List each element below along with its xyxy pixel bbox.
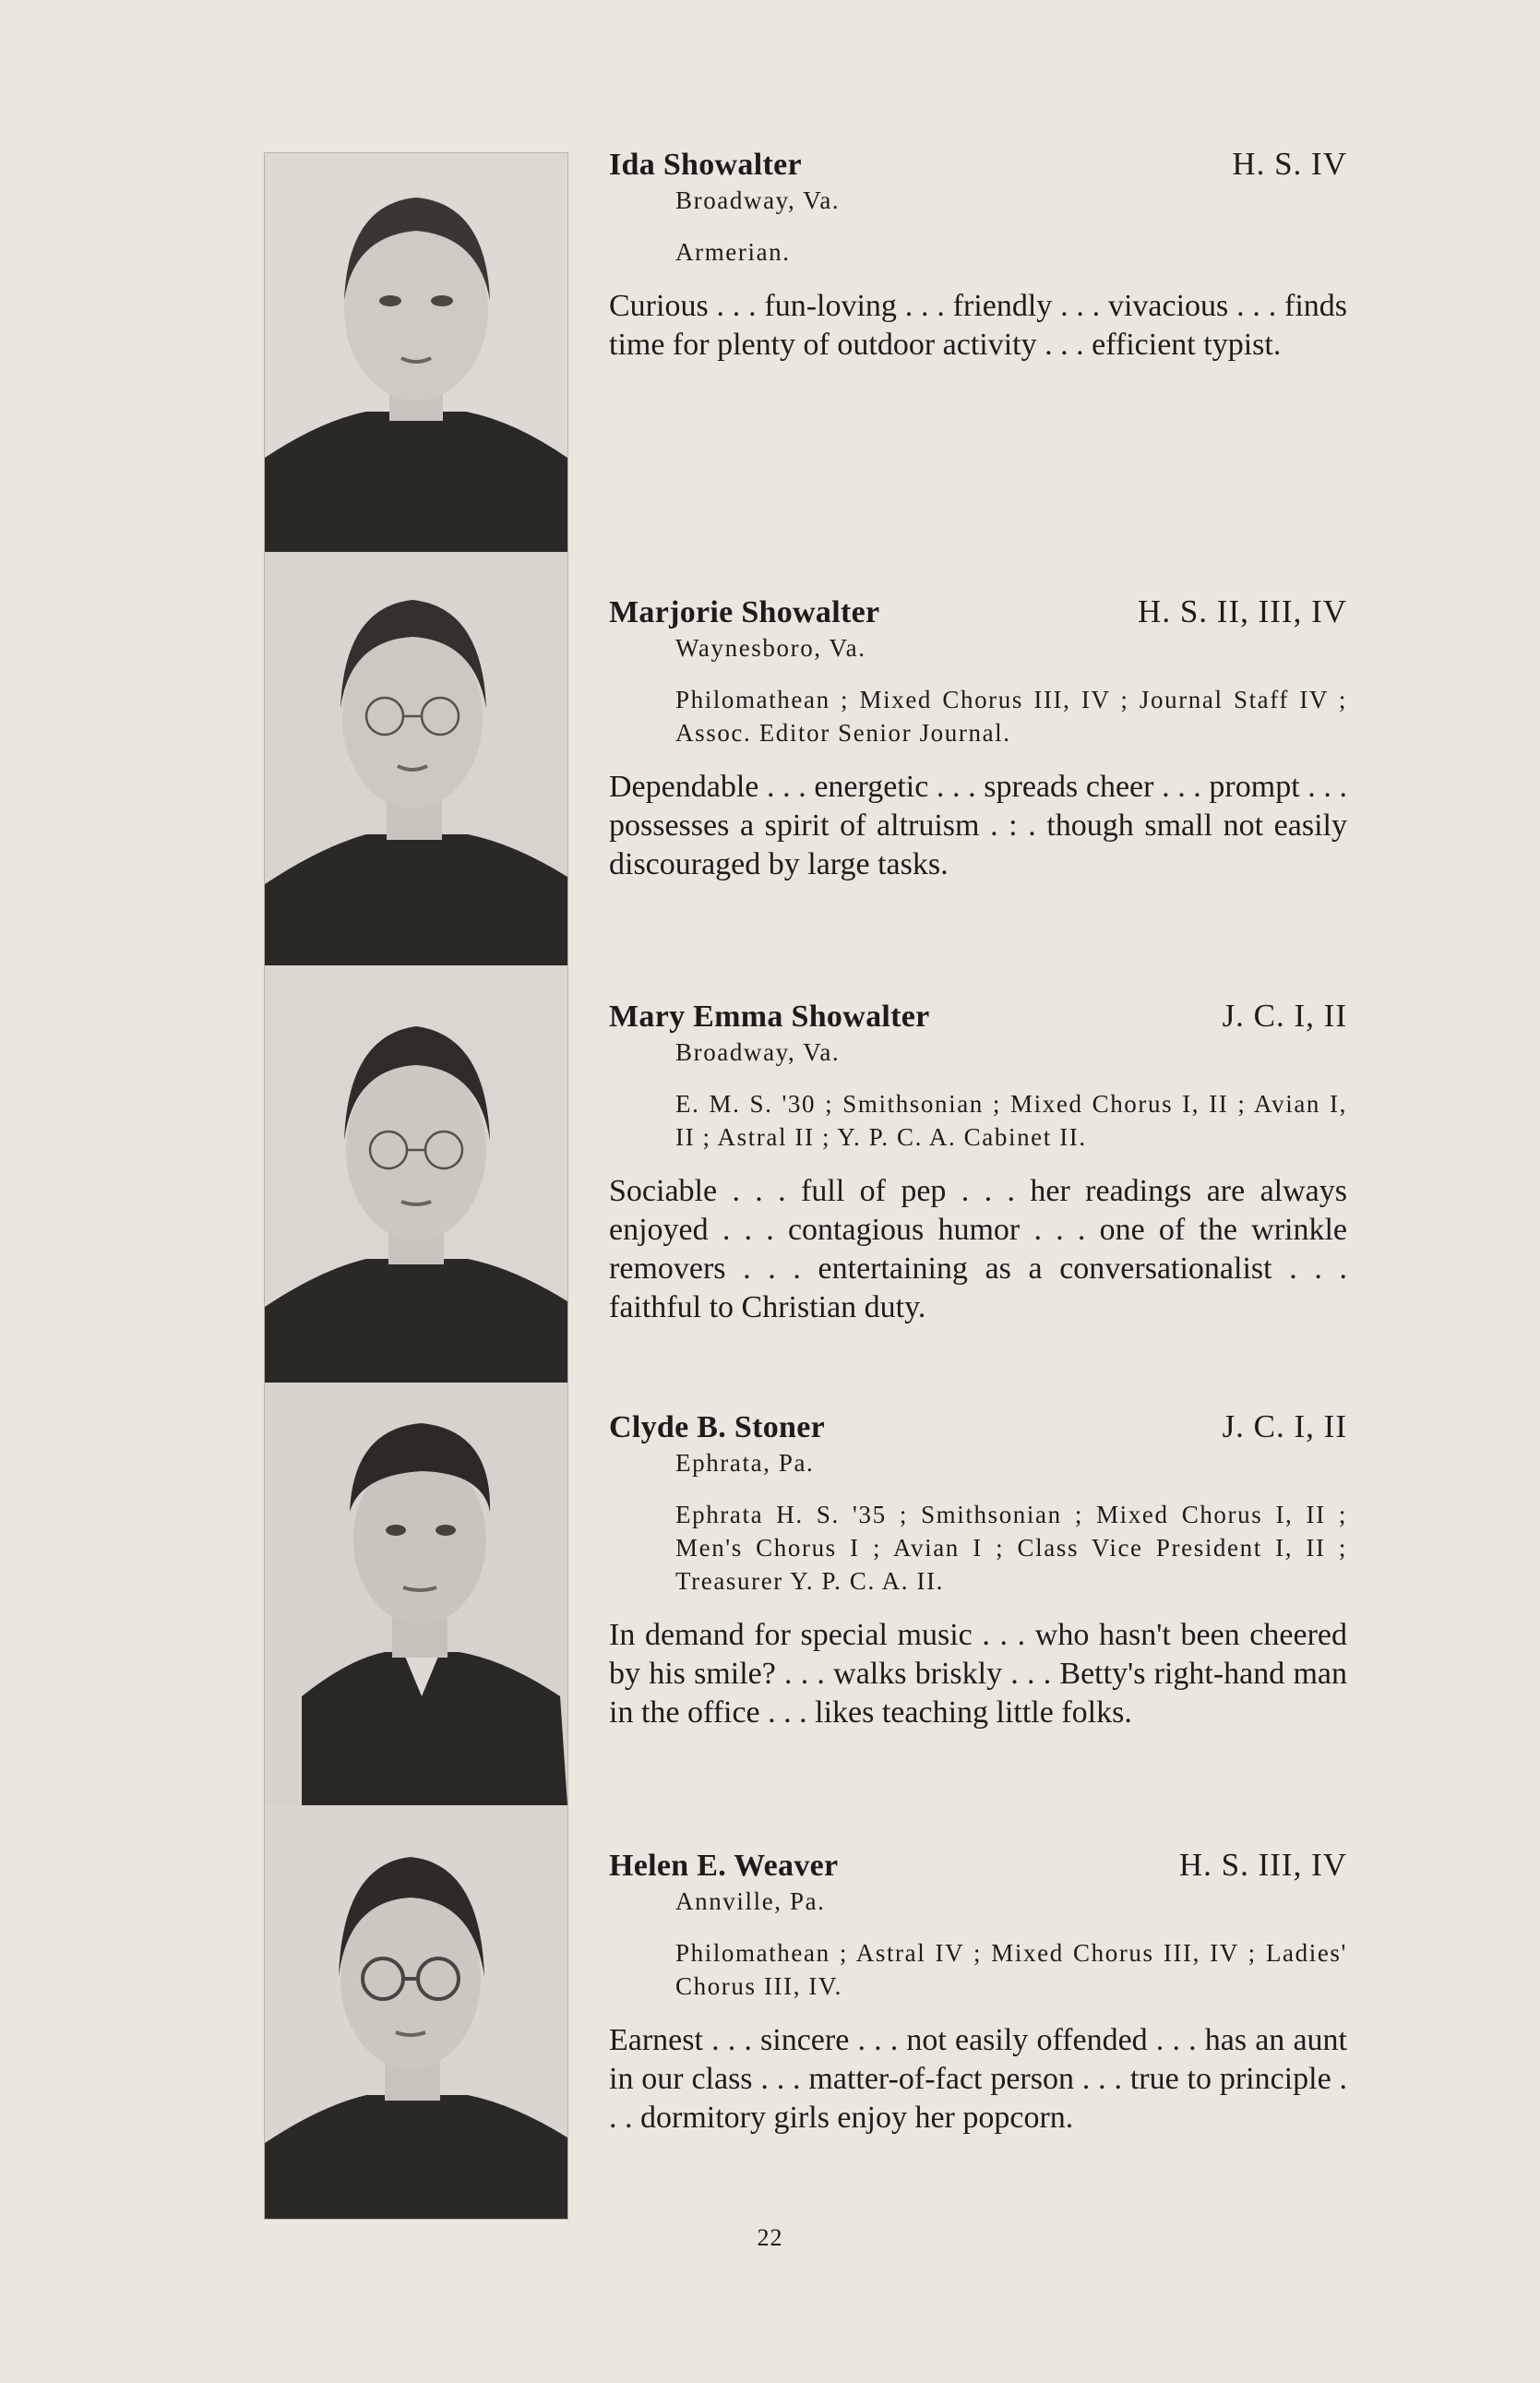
class-years: J. C. I, II: [1222, 998, 1347, 1034]
description: Dependable . . . energetic . . . spreads cheer . . . prompt . . . possesses a spirit of altruism . : . though small not easily discouraged by large tasks.: [609, 770, 1347, 881]
portrait-mary-emma-showalter: [265, 965, 567, 1383]
student-name: Helen E. Weaver: [609, 1849, 839, 1883]
student-entry: [609, 1000, 1347, 1327]
description: In demand for special music . . . who hasn't been cheered by his smile? . . . walks briskly . . . Betty's right-hand man in the office . . . likes teaching little folks.: [609, 1618, 1347, 1730]
entry-header: [609, 595, 1347, 640]
entry-header: [609, 1410, 1347, 1455]
class-years: H. S. II, III, IV: [1138, 593, 1347, 629]
portrait-marjorie-showalter: [265, 552, 567, 966]
entry-header: [609, 148, 1347, 192]
portrait-strip: [264, 152, 568, 2220]
page-number: 22: [757, 2224, 783, 2251]
activities: Ephrata H. S. '35 ; Smithsonian ; Mixed Chorus I, II ; Men's Chorus I ; Avian I ; Class Vice President I, II ; Treasurer Y. P. C. A. II.: [675, 1501, 1347, 1595]
activities: E. M. S. '30 ; Smithsonian ; Mixed Chorus I, II ; Avian I, II ; Astral II ; Y. P. C. A. Cabinet II.: [675, 1090, 1347, 1151]
hometown: Broadway, Va.: [675, 186, 841, 214]
entry-header: [609, 1000, 1347, 1044]
student-name: Marjorie Showalter: [609, 595, 880, 629]
description: Sociable . . . full of pep . . . her readings are always enjoyed . . . contagious humor . . . one of the wrinkle removers . . . entertaining as a conversationalist . . . faithful to Christian duty.: [609, 1174, 1347, 1324]
portrait-ida-showalter: [265, 153, 567, 553]
student-name: Mary Emma Showalter: [609, 1000, 930, 1034]
portrait-clyde-stoner: [265, 1383, 567, 1806]
portrait-helen-weaver: [265, 1805, 567, 2219]
class-years: J. C. I, II: [1222, 1408, 1347, 1444]
student-entry: [609, 595, 1347, 884]
activities: Philomathean ; Astral IV ; Mixed Chorus III, IV ; Ladies' Chorus III, IV.: [675, 1939, 1347, 2000]
activities: Armerian.: [675, 238, 791, 266]
student-name: Ida Showalter: [609, 148, 802, 182]
student-entry: [609, 1410, 1347, 1732]
student-entry: [609, 148, 1347, 365]
entry-header: [609, 1849, 1347, 1893]
hometown: Ephrata, Pa.: [675, 1449, 815, 1477]
activities: Philomathean ; Mixed Chorus III, IV ; Journal Staff IV ; Assoc. Editor Senior Journal.: [675, 686, 1347, 747]
student-name: Clyde B. Stoner: [609, 1410, 825, 1444]
description: Curious . . . fun-loving . . . friendly . . . vivacious . . . finds time for plenty of outdoor activity . . . efficient typist.: [609, 289, 1347, 362]
hometown: Broadway, Va.: [675, 1038, 841, 1066]
description: Earnest . . . sincere . . . not easily offended . . . has an aunt in our class . . . matter-of-fact person . . . true to principle . . . dormitory girls enjoy her popcorn.: [609, 2023, 1347, 2135]
student-entry: [609, 1849, 1347, 2138]
hometown: Annville, Pa.: [675, 1887, 826, 1915]
class-years: H. S. IV: [1232, 146, 1347, 182]
class-years: H. S. III, IV: [1178, 1847, 1347, 1883]
hometown: Waynesboro, Va.: [675, 634, 866, 662]
